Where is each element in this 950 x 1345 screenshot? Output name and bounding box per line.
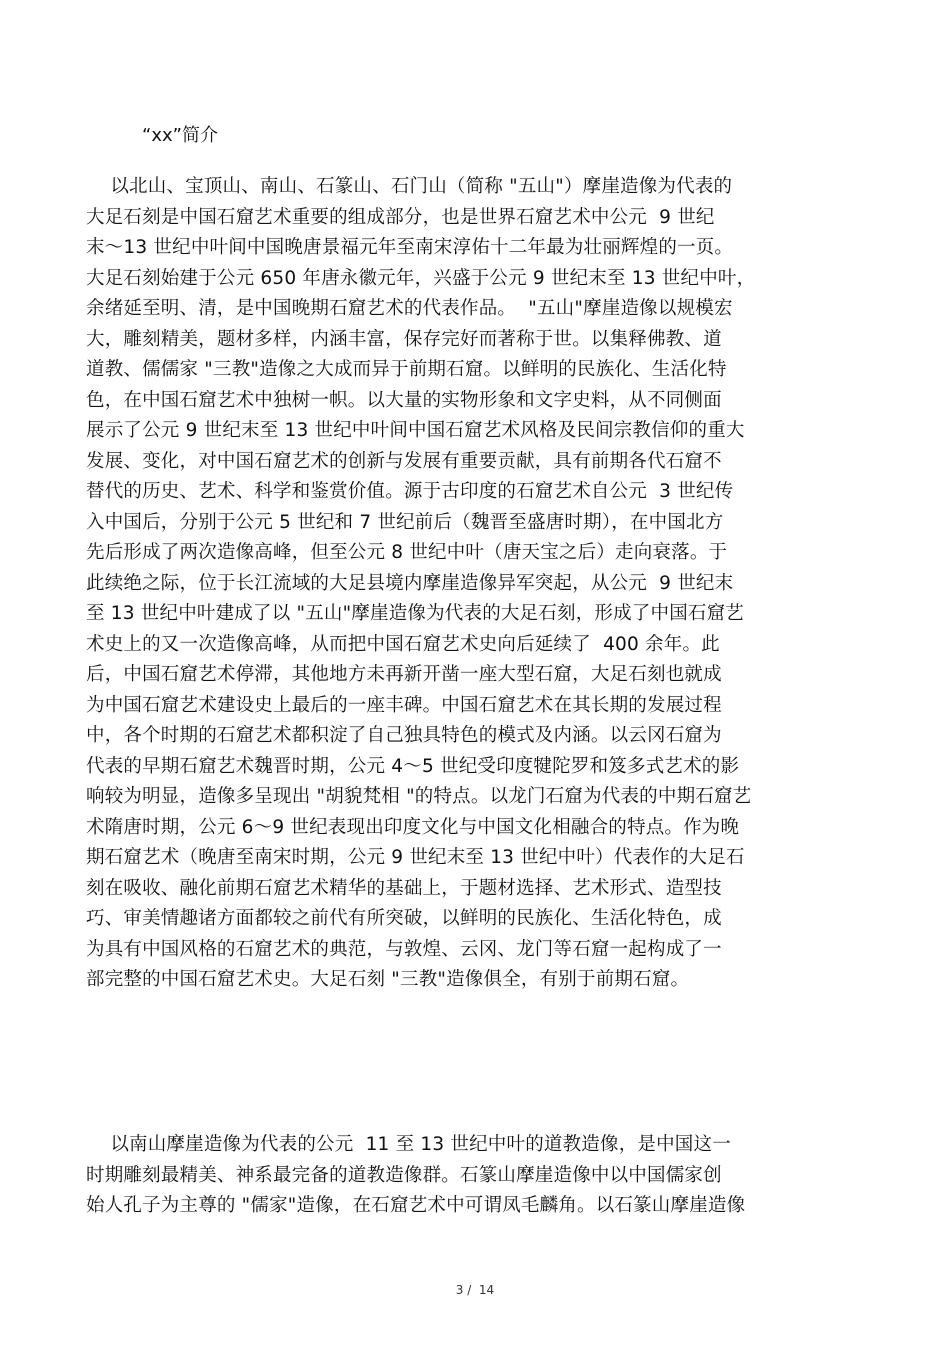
text-line: 先后形成了两次造像高峰，但至公元 8 世纪中叶（唐天宝之后）走向衰落。于 — [86, 542, 728, 563]
text-line: 以南山摩崖造像为代表的公元 11 至 13 世纪中叶的道教造像，是中国这一 — [86, 1134, 731, 1155]
paragraph-2 — [86, 1130, 876, 1222]
text-line: 巧、审美情趣诸方面都较之前代有所突破，以鲜明的民族化、生活化特色，成 — [86, 908, 722, 929]
text-line: 响较为明显，造像多呈现出 "胡貌梵相 "的特点。以龙门石窟为代表的中期石窟艺 — [86, 786, 752, 807]
text-line: 至 13 世纪中叶建成了以 "五山"摩崖造像为代表的大足石刻，形成了中国石窟艺 — [86, 603, 745, 624]
text-line: 大足石刻是中国石窟艺术重要的组成部分，也是世界石窟艺术中公元 9 世纪 — [86, 206, 715, 228]
text-line: 大足石刻始建于公元 650 年唐永徽元年，兴盛于公元 9 世纪末至 13 世纪中叶， — [86, 267, 756, 289]
text-line: 为中国石窟艺术建设史上最后的一座丰碑。中国石窟艺术在其长期的发展过程 — [86, 694, 722, 716]
text-line: 部完整的中国石窟艺术史。大足石刻 "三教"造像俱全，有别于前期石窟。 — [86, 969, 690, 990]
text-line: 色，在中国石窟艺术中独树一帜。以大量的实物形象和文字史料，从不同侧面 — [86, 389, 722, 411]
text-line: 术史上的又一次造像高峰，从而把中国石窟艺术史向后延续了 400 余年。此 — [86, 633, 720, 655]
text-line: 代表的早期石窟艺术魏晋时期，公元 4～5 世纪受印度犍陀罗和笈多式艺术的影 — [86, 755, 740, 777]
text-line: 期石窟艺术（晚唐至南宋时期，公元 9 世纪末至 13 世纪中叶）代表作的大足石 — [86, 847, 745, 868]
text-line: 余绪延至明、清，是中国晚期石窟艺术的代表作品。 "五山"摩崖造像以规模宏 — [86, 298, 733, 319]
text-line: 始人孔子为主尊的 "儒家"造像，在石窟艺术中可谓凤毛麟角。以石篆山摩崖造像 — [86, 1195, 746, 1216]
text-line: 中，各个时期的石窟艺术都积淀了自己独具特色的模式及内涵。以云冈石窟为 — [86, 725, 722, 746]
text-line: 术隋唐时期，公元 6～9 世纪表现出印度文化与中国文化相融合的特点。作为晚 — [86, 816, 740, 838]
text-line: 刻在吸收、融化前期石窟艺术精华的基础上，于题材选择、艺术形式、造型技 — [86, 877, 722, 899]
text-line: 展示了公元 9 世纪末至 13 世纪中叶间中国石窟艺术风格及民间宗教信仰的重大 — [86, 420, 745, 441]
text-line: 入中国后，分别于公元 5 世纪和 7 世纪前后（魏晋至盛唐时期），在中国北方 — [86, 511, 724, 533]
text-line: 以北山、宝顶山、南山、石篆山、石门山（简称 "五山"）摩崖造像为代表的 — [86, 176, 733, 197]
section-title: “xx”简介 — [142, 125, 218, 146]
text-line: 末～13 世纪中叶间中国晚唐景福元年至南宋淳佑十二年最为壮丽辉煌的一页。 — [86, 237, 734, 258]
text-line: 发展、变化，对中国石窟艺术的创新与发展有重要贡献，具有前期各代石窟不 — [86, 450, 722, 472]
text-line: 此续绝之际，位于长江流域的大足县境内摩崖造像异军突起，从公元 9 世纪末 — [86, 572, 734, 594]
paragraph-1 — [86, 172, 876, 996]
text-line: 为具有中国风格的石窟艺术的典范，与敦煌、云冈、龙门等石窟一起构成了一 — [86, 938, 722, 960]
page-number: 3 / 14 — [455, 1283, 495, 1297]
text-line: 后，中国石窟艺术停滞，其他地方未再新开凿一座大型石窟，大足石刻也就成 — [86, 664, 722, 685]
text-line: 大，雕刻精美，题材多样，内涵丰富，保存完好而著称于世。以集释佛教、道 — [86, 328, 722, 350]
text-line: 道教、儒儒家 "三教"造像之大成而异于前期石窟。以鲜明的民族化、生活化特 — [86, 359, 727, 380]
text-line: 时期雕刻最精美、神系最完备的道教造像群。石篆山摩崖造像中以中国儒家创 — [86, 1164, 722, 1186]
text-line: 替代的历史、艺术、科学和鉴赏价值。源于古印度的石窟艺术自公元 3 世纪传 — [86, 481, 734, 502]
